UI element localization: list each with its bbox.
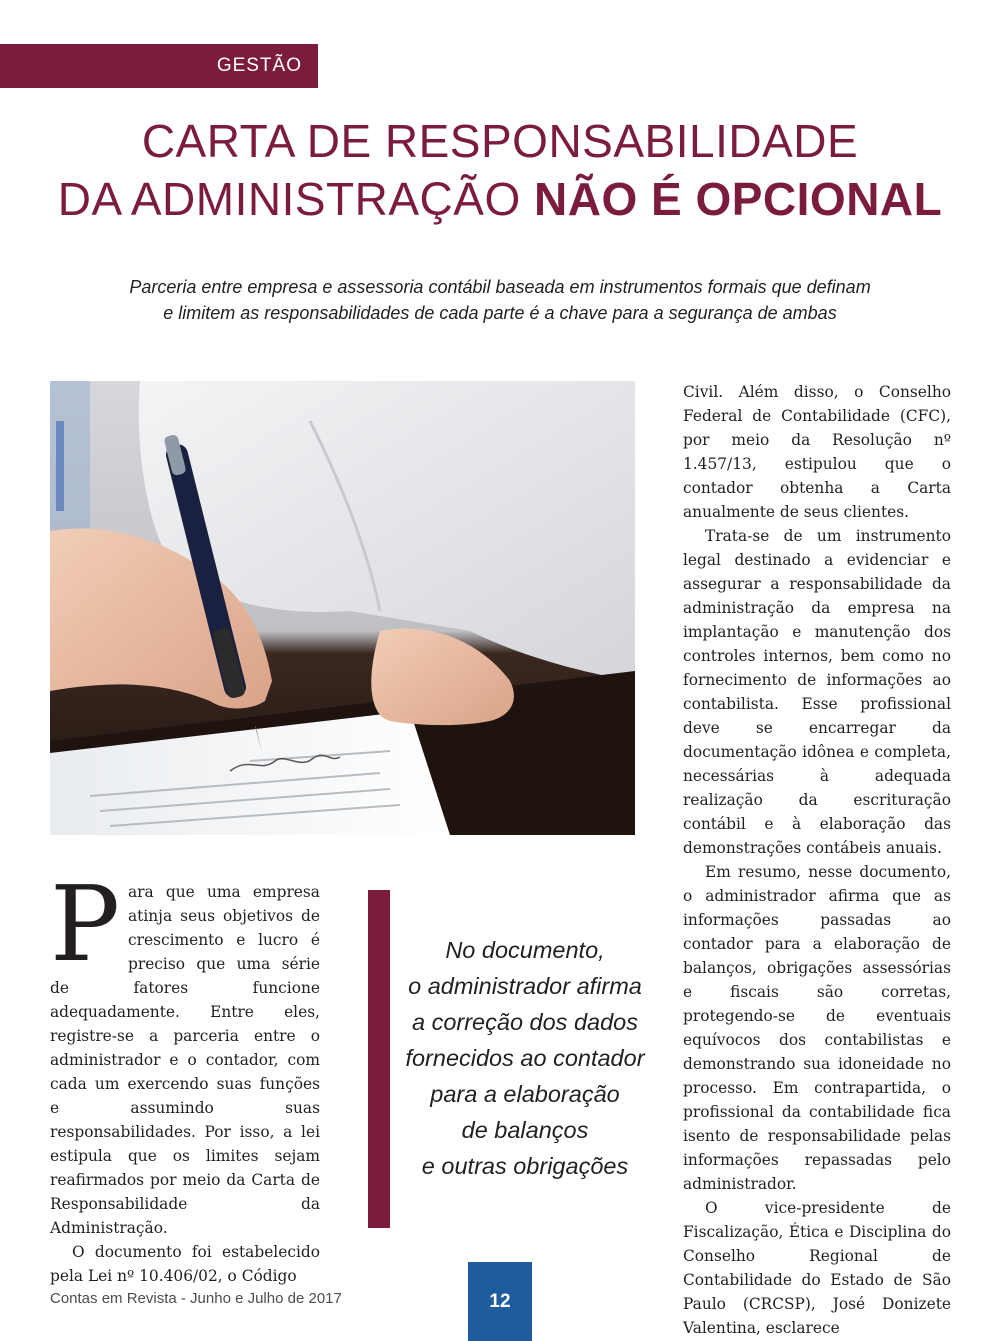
pull-quote-line: de balanços — [461, 1117, 589, 1143]
footer-publication: Contas em Revista - Junho e Julho de 2017 — [50, 1290, 342, 1307]
pull-quote-line: e outras obrigações — [421, 1153, 629, 1179]
paragraph-intro-text: ara que uma empresa atinja seus objetivos de crescimento e lucro é preciso que uma série de fatores funcione adequadamente. Entre eles, registre-se a parceria entre o administrador e o contador, com cada um exercendo suas funções e assumindo suas responsabilidades. Por isso, a lei estipula que os limites sejam reafirmados por meio da Carta de Responsabilidade da Administração. — [50, 883, 320, 1237]
signing-photo — [50, 381, 635, 835]
paragraph-intro — [50, 863, 320, 1240]
page-number-badge — [468, 1262, 532, 1341]
title-line-2-bold: NÃO É OPCIONAL — [534, 173, 943, 225]
paragraph-cfc: Civil. Além disso, o Conselho Federal de Contabilidade (CFC), por meio da Resolução nº 1.457/13, estipulou que o contador obtenha a Carta anualmente de seus clientes. — [683, 383, 951, 521]
paragraph-summary: Em resumo, nesse documento, o administrador afirma que as informações passadas ao contador para a elaboração de balanços, obrigações assessórias e fiscais são corretas, protegendo-se de eventuais equívocos dos contabilistas e demonstrando sua idoneidade no processo. Em contrapartida, o profissional da contabilidade fica isento de responsabilidade pelas informações repassadas pelo administrador. — [683, 863, 951, 1193]
paragraph-law: O documento foi estabelecido pela Lei nº 10.406/02, o Código — [50, 1243, 320, 1285]
pull-quote-line: a correção dos dados — [411, 1009, 638, 1035]
subtitle-line-2: e limitem as responsabilidades de cada parte é a chave para a segurança de ambas — [163, 303, 837, 323]
section-tag — [0, 44, 318, 88]
title-line-2-regular: DA ADMINISTRAÇÃO — [57, 173, 534, 225]
title-line-1: CARTA DE RESPONSABILIDADE — [141, 115, 859, 167]
quote-accent-bar — [368, 890, 390, 1228]
pull-quote-line: No documento, — [445, 937, 605, 963]
article-subtitle — [100, 274, 900, 326]
pull-quote-line: fornecidos ao contador — [405, 1045, 645, 1071]
paragraph-instrument: Trata-se de um instrumento legal destinado a evidenciar e assegurar a responsabilidade da administração da empresa na implantação e manutenção dos controles internos, bem como no fornecimento de informações ao contabilista. Esse profissional deve se encarregar da documentação idônea e completa, necessárias à adequada realização da escrituração contábil e à elaboração das demonstrações contábeis anuais. — [683, 527, 951, 857]
right-column — [683, 380, 951, 1340]
pull-quote-line: para a elaboração — [430, 1081, 620, 1107]
pull-quote-line: o administrador afirma — [408, 973, 642, 999]
paragraph-vice-president: O vice-presidente de Fiscalização, Ética e Disciplina do Conselho Regional de Contabilidade do Estado de São Paulo (CRCSP), José Donizete Valentina, esclarece — [683, 1199, 951, 1337]
left-column — [50, 863, 320, 1288]
section-label: GESTÃO — [216, 55, 302, 76]
pull-quote — [400, 932, 650, 1184]
subtitle-line-1: Parceria entre empresa e assessoria contábil baseada em instrumentos formais que definam — [129, 277, 871, 297]
page-number: 12 — [489, 1290, 511, 1312]
article-title — [0, 112, 1000, 228]
dropcap: P — [50, 863, 120, 985]
